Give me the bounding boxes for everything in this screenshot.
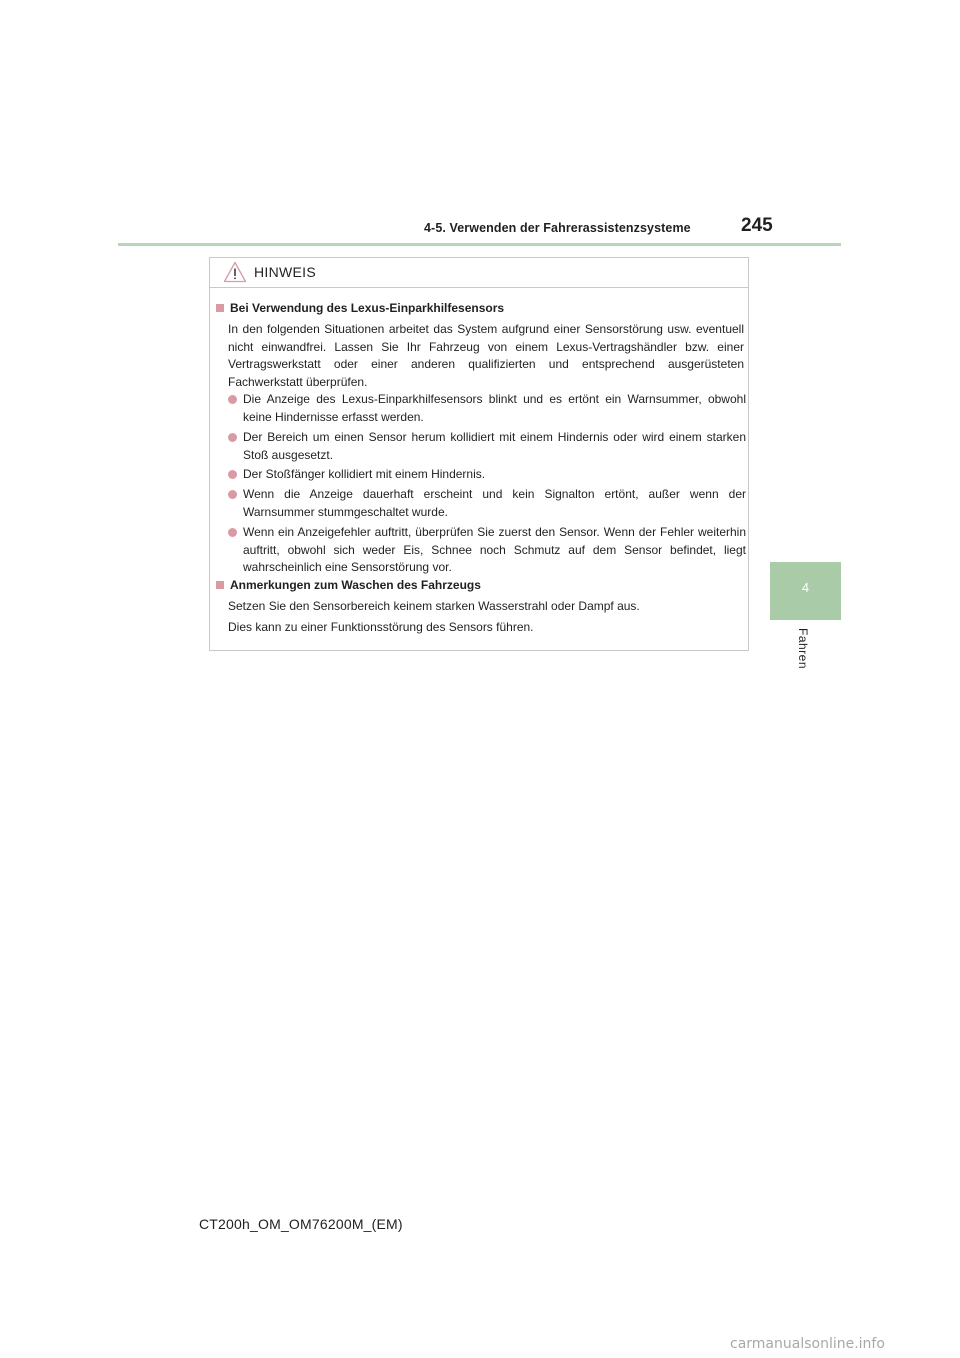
round-bullet-icon [228,395,237,404]
notice-box: HINWEIS Bei Verwendung des Lexus-Einparkhilfesensors In den folgenden Situationen arbeitet das System aufgrund einer Sensorstörung usw. eventuell nicht einwandfrei. Lassen Sie Ihr Fahrzeug von einem Lexus-Vertragshändler bzw. einer Vertragswerkstatt oder einer anderen qualifizierten und entsprechend ausgerüsteten Fachwerkstatt überprüfen. Die Anzeige des Lexus-Einparkhilfesensors blinkt und es ertönt ein Warnsummer, obwohl keine Hindernisse erfasst werden. Der Bereich um einen Sensor herum kollidiert mit einem Hindernis oder wird einem starken Stoß ausgesetzt. Der Stoßfänger kollidiert mit einem Hindernis. Wenn die Anzeige dauerhaft erscheint und kein Signalton ertönt, außer wenn der Warnsummer stummgeschaltet wurde. Wenn ein Anzeigefehler auftritt, überprüfen Sie zuerst den Sensor. Wenn der Fehler weiterhin auftritt, obwohl sich weder Eis, Schnee noch Schmutz auf dem Sensor befindet, liegt wahrscheinlich eine Sensorstörung vor. Anmerkungen zum Waschen des Fahrzeugs Setzen Sie den Sensorbereich keinem starken Wasserstrahl oder Dampf aus. Dies kann zu einer Funktionsstörung des Sensors führen. [209,257,749,651]
square-bullet-icon [216,304,224,312]
notice-title: HINWEIS [254,264,316,280]
round-bullet-icon [228,490,237,499]
round-bullet-icon [228,433,237,442]
section-line: Dies kann zu einer Funktionsstörung des Sensors führen. [228,620,534,634]
header-section-title: 4-5. Verwenden der Fahrerassistenzsysteme [424,221,691,235]
section-line: Setzen Sie den Sensorbereich keinem starken Wasserstrahl oder Dampf aus. [228,599,640,613]
round-bullet-icon [228,528,237,537]
chapter-tab-number: 4 [801,580,810,595]
page-number: 245 [741,215,773,236]
section-heading: Bei Verwendung des Lexus-Einparkhilfesensors [216,300,504,318]
header-rule [118,243,841,246]
footer-document-code: CT200h_OM_OM76200M_(EM) [199,1216,403,1232]
section-heading: Anmerkungen zum Waschen des Fahrzeugs [216,577,481,595]
chapter-tab[interactable] [770,562,841,620]
section-paragraph: In den folgenden Situationen arbeitet das System aufgrund einer Sensorstörung usw. eventuell nicht einwandfrei. Lassen Sie Ihr Fahrzeug von einem Lexus-Vertragshändler bzw. einer Vertragswerkstatt oder einer anderen qualifizierten und entsprechend ausgerüsteten Fachwerkstatt überprüfen. [228,322,744,389]
warning-triangle-icon [223,261,247,283]
square-bullet-icon [216,581,224,589]
chapter-tab-label: Fahren [796,628,810,670]
footer-watermark: carmanualsonline.info [730,1336,885,1352]
notice-header [210,258,748,288]
round-bullet-icon [228,470,237,479]
